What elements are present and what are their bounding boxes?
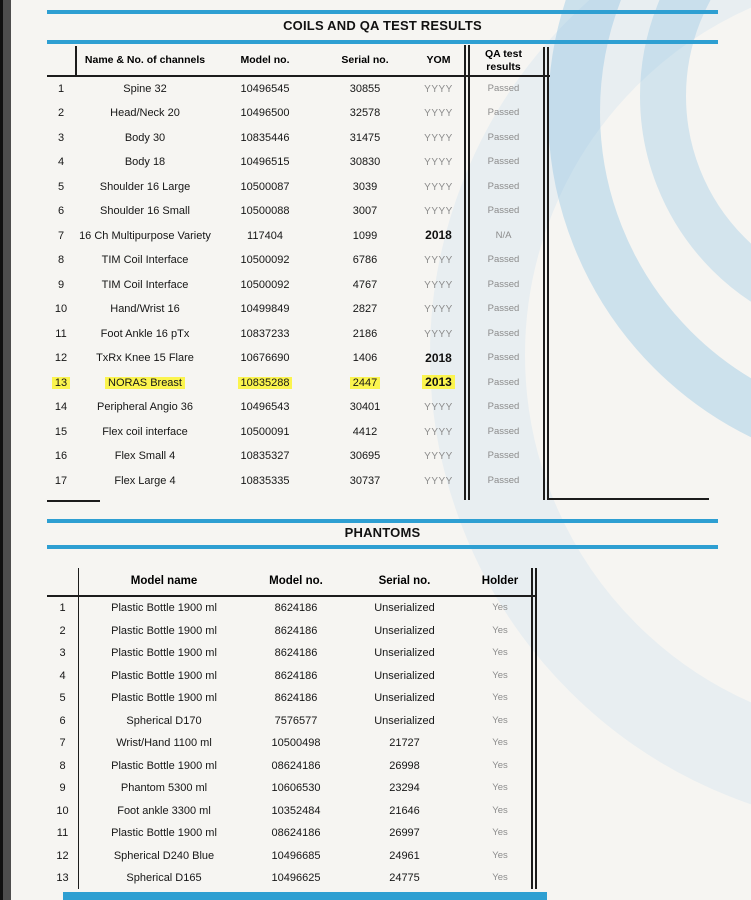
coil-name: Body 30 — [124, 131, 166, 144]
qa-result: Passed — [487, 107, 520, 119]
qa-result: Passed — [487, 254, 520, 266]
section-divider-line — [47, 519, 718, 523]
col-header-qa-results: QA test results — [485, 48, 522, 73]
table-row — [47, 620, 537, 643]
row-number: 5 — [57, 180, 65, 193]
serial-no: 21727 — [389, 737, 420, 750]
model-no: 10496685 — [271, 849, 321, 862]
phantom-name: Foot ankle 3300 ml — [117, 804, 211, 817]
table-row — [47, 249, 550, 274]
table-row — [47, 347, 550, 372]
row-number: 7 — [59, 737, 66, 750]
model-no: 10352484 — [271, 804, 321, 817]
model-no: 10500092 — [240, 278, 290, 291]
yom-value: YYYY — [424, 108, 453, 119]
qa-result: Passed — [487, 376, 520, 388]
yom-value: YYYY — [424, 475, 453, 487]
yom-value: YYYY — [424, 279, 453, 291]
model-no: 10500092 — [240, 254, 290, 267]
model-no: 8624186 — [274, 624, 318, 637]
row-number: 1 — [57, 82, 65, 95]
bottom-blue-bar — [63, 892, 547, 900]
serial-no: 2447 — [315, 377, 415, 390]
table-row — [47, 687, 537, 710]
serial-no: 3007 — [352, 205, 378, 218]
model-no: 8624186 — [274, 602, 318, 615]
row-number: 6 — [57, 205, 65, 218]
section-divider-line — [47, 40, 718, 44]
table-row — [47, 710, 537, 733]
row-number: 2 — [57, 107, 65, 120]
row-number: 9 — [57, 278, 65, 291]
qa-result: Passed — [487, 131, 520, 143]
row-number: 6 — [59, 714, 66, 727]
qa-result: Passed — [487, 401, 520, 413]
coil-name: Foot Ankle 16 pTx — [100, 327, 190, 340]
row-number: 10 — [54, 303, 68, 316]
yom-value: YYYY — [424, 426, 453, 438]
coil-name: Shoulder 16 Small — [100, 205, 190, 218]
model-no: 117404 — [247, 229, 283, 242]
phantom-name: Wrist/Hand 1100 ml — [116, 737, 212, 750]
coil-name: Flex coil interface — [102, 425, 188, 438]
qa-result: Passed — [487, 205, 520, 217]
qa-result: Passed — [487, 450, 520, 462]
holder-value: Yes — [492, 849, 508, 861]
phantom-name: Plastic Bottle 1900 ml — [111, 624, 217, 637]
serial-no: 1406 — [352, 352, 378, 365]
row-number: 8 — [59, 759, 66, 772]
serial-no: 31475 — [349, 131, 381, 144]
col-header-name-channels: Name & No. of channels — [84, 54, 206, 67]
row-number: 4 — [59, 669, 66, 682]
coil-name: TIM Coil Interface — [101, 278, 189, 291]
coil-name: Shoulder 16 Large — [99, 180, 191, 193]
table-row — [47, 175, 550, 200]
model-no: 8624186 — [274, 647, 318, 660]
coil-name: Spine 32 — [123, 82, 167, 95]
model-no: 10496543 — [240, 401, 290, 414]
serial-no: 24961 — [389, 849, 420, 862]
serial-no: 2827 — [352, 303, 378, 316]
watermark-arc-ring — [548, 0, 751, 474]
serial-no: 21646 — [389, 804, 420, 817]
number-column-bottom-rule — [47, 500, 100, 502]
holder-value: Yes — [492, 647, 508, 659]
watermark-arc-inner — [640, 0, 751, 342]
yom-value: YYYY — [424, 132, 453, 144]
phantom-name: Plastic Bottle 1900 ml — [111, 827, 217, 840]
yom-value: YYYY — [424, 328, 453, 340]
col-header-model-no: Model no. — [269, 575, 323, 588]
table-row — [47, 102, 550, 127]
coil-name: Hand/Wrist 16 — [110, 303, 180, 316]
row-number: 9 — [59, 782, 66, 795]
holder-value: Yes — [492, 782, 508, 794]
holder-value: Yes — [492, 827, 508, 839]
model-no: 10835335 — [240, 474, 290, 487]
model-no: 10496545 — [240, 82, 290, 95]
table-row — [47, 224, 550, 249]
yom-value: 2018 — [425, 228, 452, 243]
holder-value: Yes — [492, 714, 508, 726]
model-no: 10500087 — [240, 180, 290, 193]
coils-table-header-row — [47, 46, 550, 77]
model-no: 10500498 — [271, 737, 321, 750]
table-row — [47, 800, 537, 823]
holder-value: Yes — [492, 804, 508, 816]
table-row — [47, 665, 537, 688]
model-no: 08624186 — [271, 827, 321, 840]
model-no: 10835446 — [240, 131, 290, 144]
qa-result: Passed — [487, 156, 520, 168]
phantoms-table-body — [47, 597, 537, 890]
serial-no: Unserialized — [374, 669, 435, 682]
table-row — [47, 273, 550, 298]
serial-no: 30830 — [349, 156, 381, 169]
table-row — [47, 298, 550, 323]
serial-no: 30695 — [349, 450, 381, 463]
phantom-name: Plastic Bottle 1900 ml — [111, 692, 217, 705]
model-no: 10837233 — [240, 327, 290, 340]
coils-table — [47, 46, 550, 494]
model-no: 10496625 — [271, 872, 321, 885]
table-row — [47, 200, 550, 225]
model-no: 10499849 — [240, 303, 290, 316]
serial-no: Unserialized — [374, 602, 435, 615]
table-row — [47, 822, 537, 845]
section-divider-line — [47, 10, 718, 14]
coil-name: Peripheral Angio 36 — [96, 401, 193, 414]
qa-column-right-border — [543, 47, 549, 500]
coil-name: Head/Neck 20 — [110, 107, 180, 120]
table-row — [47, 732, 537, 755]
holder-value: Yes — [492, 759, 508, 771]
table-row — [47, 597, 537, 620]
serial-no: 3039 — [352, 180, 378, 193]
col-header-holder: Holder — [481, 575, 519, 588]
col-header-yom: YOM — [426, 54, 451, 67]
header-column-divider — [75, 46, 77, 75]
row-number: 8 — [57, 254, 65, 267]
serial-no: 6786 — [352, 254, 378, 267]
holder-value: Yes — [492, 602, 508, 614]
row-number: 4 — [57, 156, 65, 169]
serial-no: 4412 — [352, 425, 378, 438]
coil-name: Flex Large 4 — [114, 474, 176, 487]
yom-value: YYYY — [424, 206, 453, 217]
model-no: 8624186 — [274, 669, 318, 682]
serial-no: 32578 — [349, 107, 381, 120]
phantoms-section-title: PHANTOMS — [344, 525, 421, 540]
phantom-name: Plastic Bottle 1900 ml — [111, 602, 217, 615]
yom-value: YYYY — [424, 402, 453, 413]
holder-value: Yes — [492, 669, 508, 681]
yom-value: 2018 — [425, 350, 452, 365]
row-number: 13 — [47, 377, 75, 390]
coil-name: TIM Coil Interface — [101, 254, 189, 267]
table-row — [47, 642, 537, 665]
phantom-name: Phantom 5300 ml — [120, 782, 208, 795]
col-header-serial-no: Serial no. — [378, 575, 431, 588]
table-row — [47, 469, 550, 494]
qa-result: Passed — [487, 327, 520, 339]
qa-result: Passed — [487, 303, 520, 315]
yom-value: 2013 — [415, 376, 462, 390]
coil-name: 16 Ch Multipurpose Variety — [79, 229, 211, 242]
row-number: 11 — [56, 827, 69, 840]
row-number: 14 — [54, 401, 68, 414]
qa-column-left-border — [464, 45, 470, 500]
phantom-name: Plastic Bottle 1900 ml — [111, 759, 217, 772]
phantom-name: Plastic Bottle 1900 ml — [111, 647, 217, 660]
phantoms-table — [47, 568, 537, 890]
qa-result: Passed — [487, 180, 520, 192]
holder-column-right-border — [531, 568, 537, 889]
coil-name: Body 18 — [124, 156, 166, 169]
row-number: 12 — [56, 849, 69, 862]
table-row — [47, 445, 550, 470]
serial-no: Unserialized — [374, 692, 435, 705]
row-number: 5 — [59, 692, 66, 705]
window-edge-gray — [3, 0, 11, 900]
serial-no: 1099 — [352, 229, 378, 242]
yom-value: YYYY — [424, 181, 453, 193]
phantom-name: Spherical D240 Blue — [113, 849, 215, 862]
phantom-name: Spherical D165 — [126, 872, 202, 885]
coil-name: Flex Small 4 — [114, 450, 176, 463]
row-number: 17 — [54, 474, 68, 487]
qa-result: Passed — [487, 352, 520, 364]
row-number-header — [47, 46, 75, 75]
serial-no: 30737 — [349, 474, 381, 487]
serial-no: Unserialized — [374, 624, 435, 637]
table-bottom-rule — [549, 498, 709, 500]
phantom-name: Plastic Bottle 1900 ml — [111, 669, 217, 682]
yom-value: YYYY — [424, 83, 453, 95]
qa-result: Passed — [487, 278, 520, 290]
row-number: 2 — [59, 624, 66, 637]
model-no: 8624186 — [274, 692, 318, 705]
serial-no: 26997 — [389, 827, 420, 840]
qa-result: Passed — [487, 474, 520, 486]
serial-no: 24775 — [389, 872, 420, 885]
row-number: 3 — [57, 131, 65, 144]
phantom-name: Spherical D170 — [126, 714, 202, 727]
serial-no: 30401 — [349, 401, 381, 414]
serial-no: Unserialized — [374, 714, 435, 727]
serial-no: 4767 — [352, 278, 378, 291]
model-no: 10500091 — [240, 425, 290, 438]
holder-value: Yes — [492, 872, 508, 884]
row-number: 16 — [54, 450, 68, 463]
model-no: 08624186 — [271, 759, 321, 772]
serial-no: 30855 — [349, 82, 381, 95]
serial-no: Unserialized — [374, 647, 435, 660]
number-column-divider — [78, 568, 79, 889]
table-row — [47, 867, 537, 890]
yom-value: YYYY — [424, 157, 453, 168]
coils-table-body — [47, 77, 550, 494]
yom-value: YYYY — [424, 255, 453, 266]
holder-value: Yes — [492, 692, 508, 704]
row-number: 1 — [59, 602, 66, 615]
table-row — [47, 126, 550, 151]
col-header-model-name: Model name — [130, 575, 198, 588]
table-row — [47, 77, 550, 102]
col-header-serial-no: Serial no. — [341, 54, 389, 67]
table-row — [47, 420, 550, 445]
coil-name: TxRx Knee 15 Flare — [96, 352, 194, 365]
row-number: 12 — [54, 352, 68, 365]
yom-value: YYYY — [424, 451, 453, 462]
row-number: 7 — [57, 229, 65, 242]
serial-no: 26998 — [389, 759, 420, 772]
phantoms-table-header-row — [47, 568, 537, 597]
table-row — [47, 777, 537, 800]
row-number: 3 — [59, 647, 66, 660]
model-no: 10496500 — [240, 107, 290, 120]
coil-name: NORAS Breast — [75, 377, 215, 390]
qa-result: Passed — [487, 425, 520, 437]
holder-value: Yes — [492, 737, 508, 749]
model-no: 10835288 — [215, 377, 315, 390]
yom-value: YYYY — [424, 304, 453, 315]
section-divider-line — [47, 545, 718, 549]
coils-section-title: COILS AND QA TEST RESULTS — [283, 18, 482, 33]
holder-value: Yes — [492, 624, 508, 636]
col-header-model-no: Model no. — [240, 54, 290, 67]
model-no: 10676690 — [240, 352, 290, 365]
model-no: 10496515 — [240, 156, 290, 169]
row-number: 11 — [55, 327, 67, 340]
row-number: 15 — [54, 425, 68, 438]
table-row — [47, 151, 550, 176]
model-no: 10500088 — [240, 205, 290, 218]
row-number: 13 — [56, 872, 69, 885]
serial-no: 23294 — [389, 782, 420, 795]
table-row — [47, 322, 550, 347]
model-no: 10606530 — [271, 782, 321, 795]
row-number: 10 — [56, 804, 69, 817]
qa-result: Passed — [487, 82, 520, 94]
table-row — [47, 755, 537, 778]
table-row — [47, 845, 537, 868]
model-no: 10835327 — [240, 450, 290, 463]
model-no: 7576577 — [274, 714, 318, 727]
table-row — [47, 396, 550, 421]
qa-result: N/A — [495, 229, 512, 241]
serial-no: 2186 — [352, 327, 378, 340]
table-row — [47, 371, 550, 396]
